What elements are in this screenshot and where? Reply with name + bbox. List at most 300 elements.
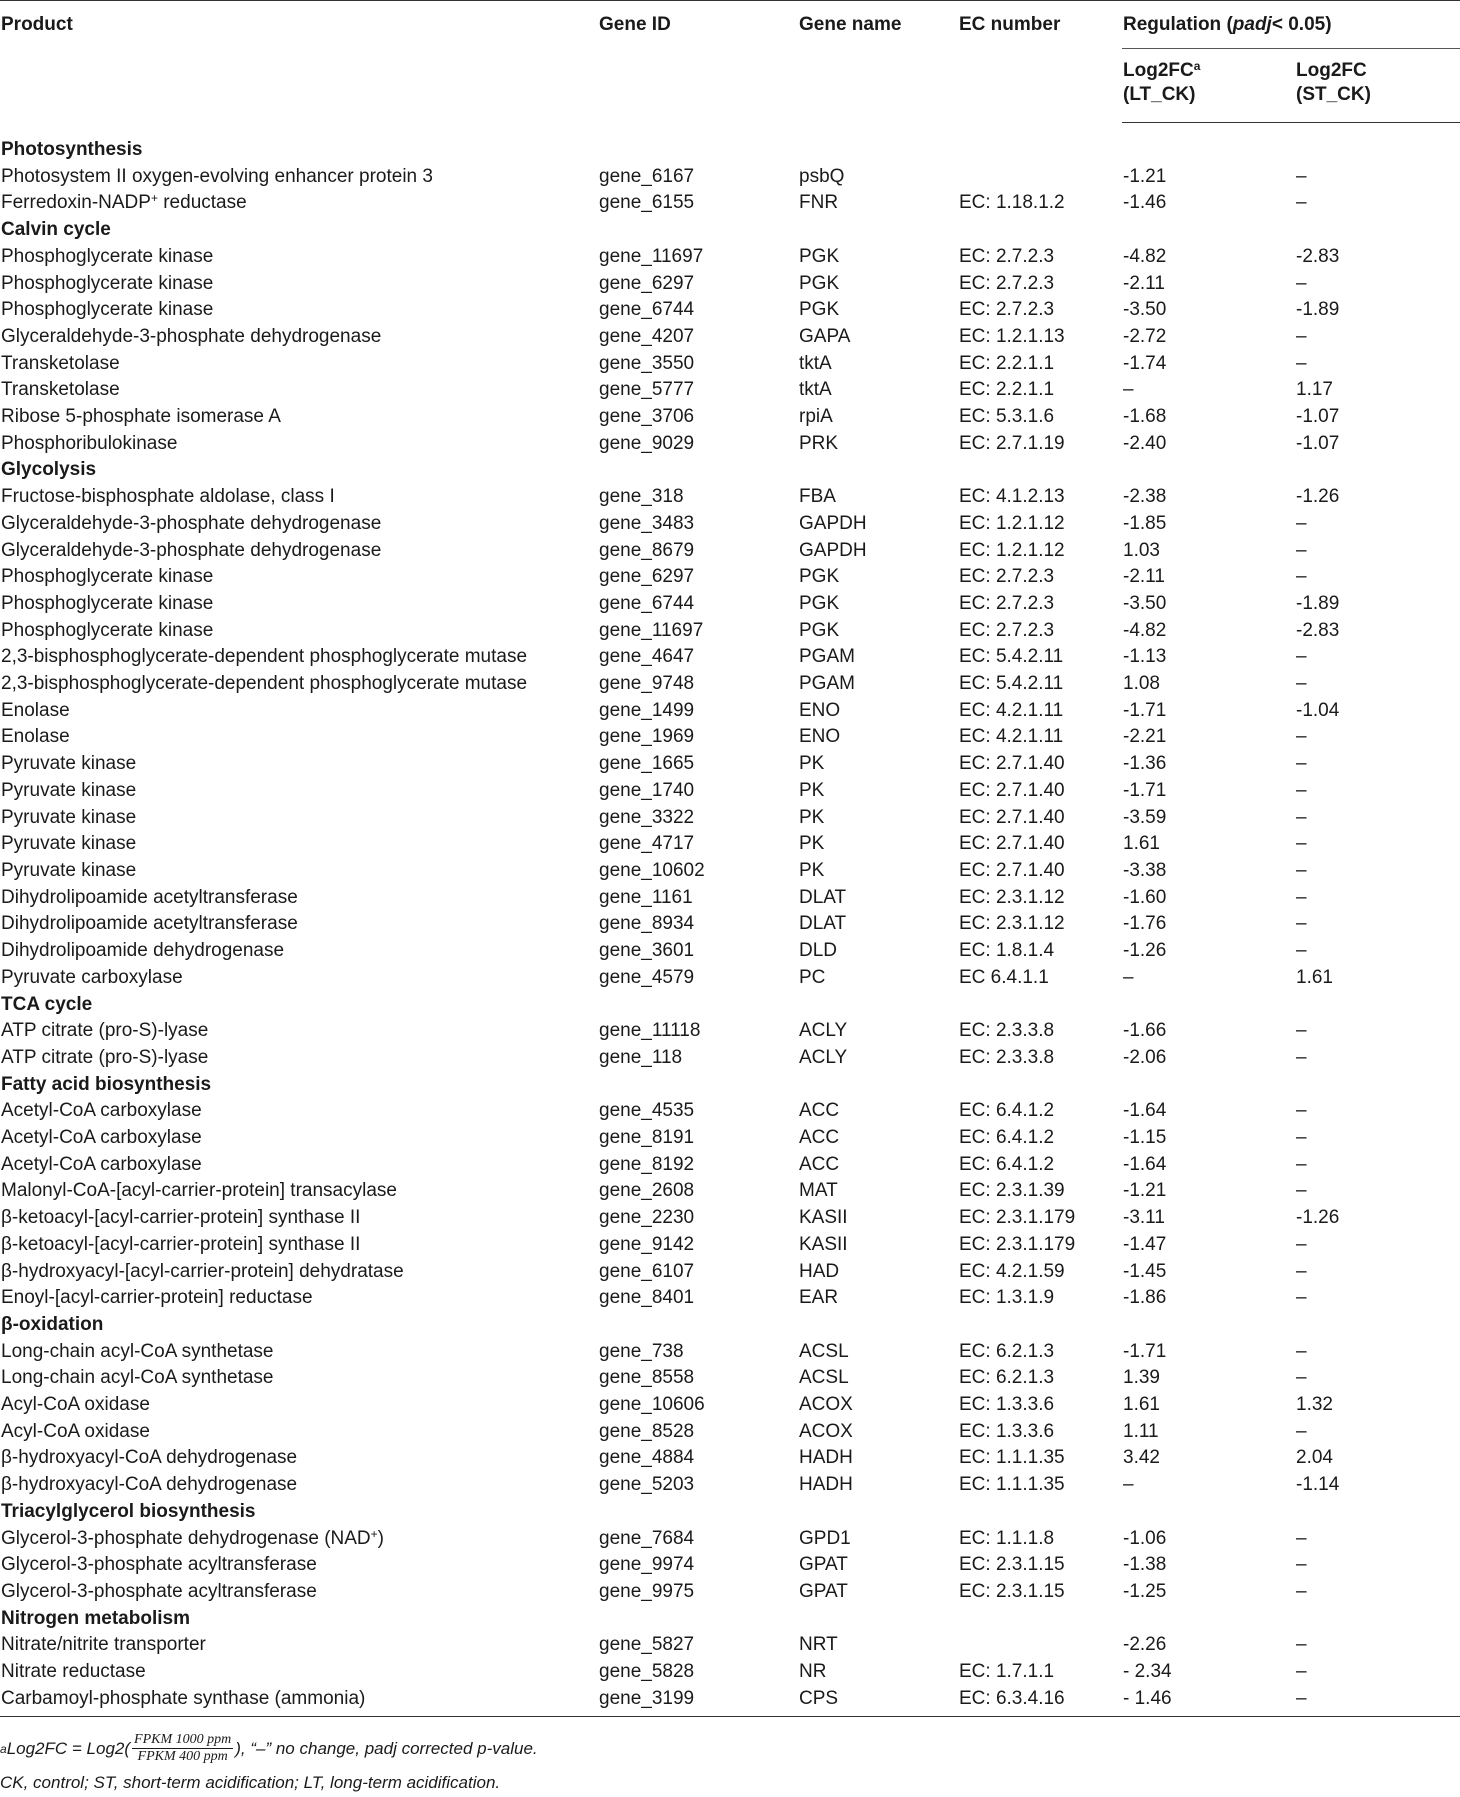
cell-log2fc-st: 2.04: [1296, 1447, 1333, 1469]
cell-gene-name: PK: [799, 806, 825, 828]
table-row: [0, 1178, 1460, 1205]
section-row: [0, 1312, 1460, 1339]
table-header: [0, 1, 1460, 123]
cell-gene-name: DLAT: [799, 913, 847, 935]
cell-gene-name: PGK: [799, 566, 840, 588]
product-text: Pyruvate kinase: [1, 753, 137, 775]
cell-gene-id: gene_11697: [599, 245, 704, 267]
cell-log2fc-lt: –: [1123, 379, 1134, 401]
product-text: β-hydroxyacyl-CoA dehydrogenase: [1, 1447, 298, 1469]
cell-log2fc-lt: 1.03: [1123, 539, 1160, 561]
cell-gene-id: gene_6167: [599, 165, 695, 187]
cell-gene-name: ENO: [799, 699, 841, 721]
product-text: Long-chain acyl-CoA synthetase: [1, 1367, 274, 1389]
cell-gene-id: gene_5828: [599, 1661, 695, 1683]
cell-log2fc-st: –: [1296, 1180, 1307, 1202]
cell-product: [0, 1686, 598, 1717]
cell-ec-number: EC: 2.7.2.3: [959, 619, 1055, 641]
product-text: Enoyl-[acyl-carrier-protein] reductase: [1, 1287, 313, 1309]
cell-ec-number: EC: 2.2.1.1: [959, 352, 1055, 374]
cell-log2fc-lt: -3.11: [1123, 1207, 1165, 1229]
cell-gene-id: gene_8679: [599, 539, 695, 561]
cell-log2fc-lt: -2.72: [1123, 325, 1167, 347]
cell-gene-id: gene_8528: [599, 1420, 695, 1442]
cell-gene-name: ACSL: [799, 1367, 849, 1389]
cell-log2fc-lt: -1.60: [1123, 886, 1167, 908]
cell-log2fc-st: -1.14: [1296, 1474, 1340, 1496]
cell-log2fc-lt: -2.40: [1123, 432, 1167, 454]
table-row: [0, 431, 1460, 458]
product-text: Phosphoglycerate kinase: [1, 299, 214, 321]
table-row: [0, 1392, 1460, 1419]
cell-gene-id: gene_1969: [599, 726, 695, 748]
product-sup: +: [370, 1526, 378, 1541]
cell-product: [0, 1205, 598, 1232]
cell-log2fc-lt: - 1.46: [1122, 1686, 1295, 1717]
cell-gene-name: ENO: [799, 726, 841, 748]
section-row: [0, 123, 1460, 164]
cell-log2fc-lt: -3.50: [1123, 299, 1167, 321]
cell-ec-number: EC: 2.7.2.3: [959, 272, 1055, 294]
header-lt-line1: Log2FC: [1123, 60, 1194, 81]
product-text: Phosphoglycerate kinase: [1, 566, 214, 588]
cell-product: [0, 911, 598, 938]
cell-gene-id: gene_6297: [599, 566, 695, 588]
cell-product: [0, 751, 598, 778]
table-row: [0, 911, 1460, 938]
cell-log2fc-lt: -1.86: [1123, 1287, 1167, 1309]
product-text: Glycerol-3-phosphate acyltransferase: [1, 1580, 317, 1602]
cell-log2fc-lt: -1.21: [1123, 165, 1167, 187]
header-gene-name: Gene name: [798, 1, 958, 123]
cell-gene-name: GAPDH: [799, 539, 867, 561]
cell-product: [0, 244, 598, 271]
cell-log2fc-st: –: [1296, 1661, 1307, 1683]
product-text: Acyl-CoA oxidase: [1, 1420, 150, 1442]
cell-product: [0, 484, 598, 511]
cell-log2fc-lt: -1.06: [1123, 1527, 1167, 1549]
cell-product: [0, 831, 598, 858]
cell-log2fc-st: -1.89: [1296, 592, 1340, 614]
cell-log2fc-st: –: [1296, 1340, 1307, 1362]
product-text: Long-chain acyl-CoA synthetase: [1, 1340, 274, 1362]
cell-ec-number: [958, 1632, 1122, 1659]
cell-gene-id: gene_3199: [598, 1686, 798, 1717]
cell-product: [0, 164, 598, 191]
cell-ec-number: EC: 1.1.1.35: [959, 1447, 1065, 1469]
cell-log2fc-st: –: [1296, 1634, 1307, 1656]
cell-log2fc-st: –: [1296, 192, 1307, 214]
product-text: β-hydroxyacyl-[acyl-carrier-protein] dehydratase: [1, 1260, 404, 1282]
cell-log2fc-st: –: [1296, 1020, 1307, 1042]
cell-log2fc-lt: -1.85: [1123, 512, 1167, 534]
table-row: [0, 858, 1460, 885]
cell-log2fc-lt: –: [1123, 1474, 1134, 1496]
cell-ec-number: EC: 2.3.3.8: [959, 1020, 1055, 1042]
cell-product: [0, 805, 598, 832]
cell-log2fc-lt: -3.50: [1123, 592, 1167, 614]
product-text: Malonyl-CoA-[acyl-carrier-protein] transacylase: [1, 1180, 397, 1202]
cell-ec-number: EC: 2.7.1.40: [959, 779, 1065, 801]
product-text: Enolase: [1, 726, 70, 748]
product-text: Transketolase: [1, 352, 120, 374]
section-title: Nitrogen metabolism: [1, 1607, 190, 1629]
cell-gene-id: gene_9975: [599, 1580, 695, 1602]
section-row: [0, 1499, 1460, 1526]
table-row: [0, 644, 1460, 671]
cell-ec-number: EC: 6.4.1.2: [959, 1100, 1055, 1122]
cell-log2fc-st: –: [1296, 1046, 1307, 1068]
cell-gene-name: ACLY: [799, 1046, 848, 1068]
cell-ec-number: EC: 4.1.2.13: [959, 486, 1065, 508]
table-row: [0, 831, 1460, 858]
product-text: Dihydrolipoamide acetyltransferase: [1, 886, 298, 908]
cell-product: [0, 324, 598, 351]
cell-ec-number: EC: 2.7.1.40: [959, 806, 1065, 828]
cell-product: [0, 377, 598, 404]
cell-product: [0, 1178, 598, 1205]
table-row: [0, 1632, 1460, 1659]
product-text: Phosphoribulokinase: [1, 432, 178, 454]
cell-gene-id: gene_4884: [599, 1447, 695, 1469]
cell-gene-name: PGK: [799, 619, 840, 641]
cell-log2fc-lt: -1.66: [1123, 1020, 1167, 1042]
cell-log2fc-st: –: [1295, 1686, 1460, 1717]
cell-ec-number: EC: 6.4.1.2: [959, 1153, 1055, 1175]
header-lt-sup: a: [1193, 59, 1201, 73]
cell-log2fc-lt: -2.21: [1123, 726, 1167, 748]
cell-ec-number: EC: 2.2.1.1: [959, 379, 1055, 401]
cell-log2fc-lt: -2.06: [1123, 1046, 1167, 1068]
cell-log2fc-st: –: [1296, 833, 1307, 855]
cell-gene-name: DLD: [799, 940, 838, 962]
cell-log2fc-lt: 1.61: [1123, 833, 1160, 855]
product-text: Phosphoglycerate kinase: [1, 272, 214, 294]
cell-gene-id: gene_3322: [599, 806, 695, 828]
cell-gene-id: gene_1740: [599, 779, 695, 801]
section-row: [0, 1072, 1460, 1099]
cell-gene-name: NRT: [799, 1634, 838, 1656]
table-row: [0, 351, 1460, 378]
cell-ec-number: EC: 1.8.1.4: [959, 940, 1055, 962]
product-text: Acyl-CoA oxidase: [1, 1394, 150, 1416]
cell-gene-name: tktA: [799, 379, 832, 401]
cell-gene-id: gene_7684: [599, 1527, 695, 1549]
cell-product: [0, 1632, 598, 1659]
cell-log2fc-lt: -1.76: [1123, 913, 1167, 935]
footnote-fraction-numerator: FPKM 1000 ppm: [134, 1732, 232, 1747]
product-text: Carbamoyl-phosphate synthase (ammonia): [1, 1687, 366, 1709]
cell-log2fc-st: –: [1296, 806, 1307, 828]
cell-gene-name: GAPA: [799, 325, 851, 347]
table-row: [0, 778, 1460, 805]
cell-log2fc-st: –: [1296, 1153, 1307, 1175]
cell-gene-name: PGK: [799, 245, 840, 267]
table-row: [0, 1686, 1460, 1717]
header-lt-line2: (LT_CK): [1123, 84, 1196, 105]
table-row: [0, 324, 1460, 351]
cell-log2fc-st: -1.07: [1296, 406, 1340, 428]
product-text: Glyceraldehyde-3-phosphate dehydrogenase: [1, 539, 382, 561]
cell-log2fc-lt: -1.71: [1123, 1340, 1167, 1362]
table-row: [0, 538, 1460, 565]
cell-gene-id: gene_9974: [599, 1554, 695, 1576]
cell-gene-id: gene_6297: [599, 272, 695, 294]
header-gene-id: Gene ID: [598, 1, 798, 123]
table-row: [0, 591, 1460, 618]
table-row: [0, 1285, 1460, 1312]
header-st-line2: (ST_CK): [1296, 84, 1371, 105]
table-row: [0, 244, 1460, 271]
cell-product: [0, 1285, 598, 1312]
product-text: Phosphoglycerate kinase: [1, 619, 214, 641]
product-text: Ferredoxin-NADP: [1, 192, 151, 214]
cell-log2fc-st: –: [1296, 859, 1307, 881]
cell-log2fc-st: –: [1296, 940, 1307, 962]
cell-ec-number: EC: 2.7.2.3: [959, 592, 1055, 614]
cell-gene-name: HADH: [799, 1447, 853, 1469]
cell-log2fc-lt: -1.46: [1123, 192, 1167, 214]
cell-gene-name: GAPDH: [799, 512, 867, 534]
cell-log2fc-lt: -1.71: [1123, 699, 1167, 721]
cell-product: [0, 1392, 598, 1419]
cell-gene-id: gene_10606: [599, 1394, 705, 1416]
cell-gene-name: MAT: [799, 1180, 838, 1202]
product-text: Pyruvate kinase: [1, 859, 137, 881]
cell-product: [0, 1232, 598, 1259]
cell-gene-name: PGK: [799, 299, 840, 321]
cell-log2fc-st: –: [1296, 165, 1307, 187]
cell-gene-id: gene_738: [599, 1340, 684, 1362]
table-row: [0, 1259, 1460, 1286]
product-text: β-ketoacyl-[acyl-carrier-protein] synthase II: [1, 1207, 361, 1229]
product-text: Phosphoglycerate kinase: [1, 245, 214, 267]
section-row: [0, 217, 1460, 244]
cell-ec-number: EC 6.4.1.1: [959, 966, 1049, 988]
cell-gene-name: CPS: [798, 1686, 958, 1717]
table-row: [0, 164, 1460, 191]
cell-log2fc-lt: -1.25: [1123, 1580, 1167, 1602]
table-row: [0, 1659, 1460, 1686]
cell-gene-id: gene_4579: [599, 966, 695, 988]
cell-log2fc-st: –: [1296, 886, 1307, 908]
cell-gene-id: gene_11697: [599, 619, 704, 641]
cell-log2fc-st: –: [1296, 325, 1307, 347]
cell-product: [0, 1419, 598, 1446]
table-row: [0, 1472, 1460, 1499]
cell-gene-id: gene_8192: [599, 1153, 695, 1175]
cell-log2fc-st: –: [1296, 1260, 1307, 1282]
cell-ec-number: EC: 4.2.1.59: [959, 1260, 1065, 1282]
cell-gene-id: gene_5777: [599, 379, 695, 401]
product-text: Enolase: [1, 699, 70, 721]
cell-gene-name: GPAT: [799, 1580, 848, 1602]
cell-product: [0, 1659, 598, 1686]
table-row: [0, 938, 1460, 965]
cell-log2fc-lt: -1.38: [1123, 1554, 1167, 1576]
product-text: Dihydrolipoamide dehydrogenase: [1, 940, 285, 962]
cell-log2fc-lt: -1.26: [1123, 940, 1167, 962]
cell-log2fc-lt: -2.11: [1123, 272, 1165, 294]
table-row: [0, 1018, 1460, 1045]
cell-product: [0, 965, 598, 992]
cell-gene-name: PK: [799, 753, 825, 775]
cell-log2fc-st: -2.83: [1296, 619, 1340, 641]
cell-log2fc-st: 1.32: [1296, 1394, 1333, 1416]
cell-product: [0, 1152, 598, 1179]
cell-gene-id: gene_2230: [599, 1207, 695, 1229]
cell-log2fc-st: -1.26: [1296, 1207, 1340, 1229]
cell-log2fc-st: –: [1296, 913, 1307, 935]
cell-gene-id: gene_9748: [599, 673, 695, 695]
cell-gene-name: PGAM: [799, 673, 855, 695]
cell-product: [0, 698, 598, 725]
table-row: [0, 377, 1460, 404]
cell-ec-number: EC: 1.2.1.13: [959, 325, 1065, 347]
header-regulation-prefix: Regulation (: [1123, 14, 1233, 35]
cell-product: [0, 1445, 598, 1472]
cell-product: [0, 858, 598, 885]
cell-log2fc-lt: –: [1123, 966, 1134, 988]
cell-log2fc-st: –: [1296, 272, 1307, 294]
cell-gene-id: gene_118: [599, 1046, 683, 1068]
cell-log2fc-lt: 1.61: [1123, 1394, 1160, 1416]
cell-gene-id: gene_6744: [599, 592, 695, 614]
cell-log2fc-lt: -1.13: [1123, 646, 1167, 668]
cell-ec-number: EC: 2.7.2.3: [959, 245, 1055, 267]
cell-ec-number: EC: 2.7.1.40: [959, 753, 1065, 775]
section-title: β-oxidation: [1, 1313, 104, 1335]
cell-gene-id: gene_8934: [599, 913, 695, 935]
cell-log2fc-st: –: [1296, 646, 1307, 668]
cell-product: [0, 1259, 598, 1286]
cell-product: [0, 644, 598, 671]
cell-gene-id: gene_3706: [599, 406, 695, 428]
cell-gene-name: ACOX: [799, 1394, 853, 1416]
cell-gene-id: gene_1161: [599, 886, 693, 908]
cell-gene-id: gene_318: [599, 486, 684, 508]
product-text: Ribose 5-phosphate isomerase A: [1, 406, 281, 428]
header-regulation: [1122, 1, 1460, 49]
product-text: Pyruvate kinase: [1, 806, 137, 828]
cell-log2fc-st: –: [1296, 1527, 1307, 1549]
section-title: TCA cycle: [1, 993, 93, 1015]
cell-gene-id: gene_4535: [599, 1100, 695, 1122]
cell-ec-number: EC: 2.3.1.179: [959, 1233, 1076, 1255]
header-product: Product: [0, 1, 598, 123]
product-text: Glyceraldehyde-3-phosphate dehydrogenase: [1, 512, 382, 534]
table-row: [0, 1152, 1460, 1179]
product-text: ATP citrate (pro-S)-lyase: [1, 1020, 209, 1042]
footnote-fraction: [132, 1732, 233, 1765]
table-row: [0, 484, 1460, 511]
cell-log2fc-st: 1.17: [1296, 379, 1333, 401]
product-text: Acetyl-CoA carboxylase: [1, 1127, 202, 1149]
cell-ec-number: EC: 1.3.3.6: [959, 1394, 1055, 1416]
product-text: Acetyl-CoA carboxylase: [1, 1100, 202, 1122]
product-text-after: ): [377, 1527, 384, 1549]
cell-log2fc-st: -1.89: [1296, 299, 1340, 321]
cell-log2fc-st: –: [1296, 1554, 1307, 1576]
table-row: [0, 1445, 1460, 1472]
cell-log2fc-st: -1.07: [1296, 432, 1340, 454]
product-text: β-hydroxyacyl-CoA dehydrogenase: [1, 1474, 298, 1496]
cell-log2fc-lt: - 2.34: [1123, 1661, 1172, 1683]
product-text: Pyruvate kinase: [1, 833, 137, 855]
cell-ec-number: EC: 6.2.1.3: [959, 1367, 1055, 1389]
cell-gene-id: gene_2608: [599, 1180, 695, 1202]
cell-gene-name: FNR: [799, 192, 839, 214]
cell-ec-number: EC: 5.3.1.6: [959, 406, 1055, 428]
table-row: [0, 271, 1460, 298]
cell-gene-id: gene_4207: [599, 325, 695, 347]
product-text: Phosphoglycerate kinase: [1, 592, 214, 614]
cell-ec-number: EC: 2.3.1.15: [959, 1580, 1065, 1602]
cell-log2fc-st: –: [1296, 753, 1307, 775]
table-row: [0, 885, 1460, 912]
cell-gene-id: gene_8191: [599, 1127, 695, 1149]
cell-log2fc-lt: 1.39: [1123, 1367, 1160, 1389]
product-text-after: reductase: [157, 192, 247, 214]
table-row: [0, 671, 1460, 698]
table-row: [0, 1579, 1460, 1606]
cell-log2fc-lt: -1.21: [1123, 1180, 1167, 1202]
cell-ec-number: EC: 2.3.3.8: [959, 1046, 1055, 1068]
cell-log2fc-lt: -1.36: [1123, 753, 1167, 775]
cell-log2fc-lt: -1.68: [1123, 406, 1167, 428]
product-text: Fructose-bisphosphate aldolase, class I: [1, 486, 335, 508]
footnote-formula-lead: Log2FC = Log2(: [6, 1738, 131, 1758]
cell-product: [0, 351, 598, 378]
cell-product: [0, 1526, 598, 1553]
table-row: [0, 1045, 1460, 1072]
cell-ec-number: EC: 1.2.1.12: [959, 512, 1065, 534]
cell-ec-number: EC: 1.7.1.1: [959, 1661, 1055, 1683]
cell-log2fc-lt: -1.47: [1123, 1233, 1167, 1255]
cell-ec-number: EC: 1.18.1.2: [959, 192, 1065, 214]
cell-log2fc-st: 1.61: [1296, 966, 1333, 988]
cell-product: [0, 938, 598, 965]
cell-ec-number: EC: 1.2.1.12: [959, 539, 1065, 561]
cell-log2fc-lt: -3.59: [1123, 806, 1167, 828]
product-text: Glyceraldehyde-3-phosphate dehydrogenase: [1, 325, 382, 347]
table-row: [0, 618, 1460, 645]
cell-ec-number: EC: 2.3.1.39: [959, 1180, 1065, 1202]
cell-ec-number: EC: 1.1.1.8: [959, 1527, 1055, 1549]
cell-log2fc-lt: -2.38: [1123, 486, 1167, 508]
cell-log2fc-st: –: [1296, 352, 1307, 374]
header-regulation-suffix: < 0.05): [1271, 14, 1332, 35]
cell-log2fc-st: –: [1296, 1127, 1307, 1149]
cell-gene-name: PRK: [799, 432, 839, 454]
cell-product: [0, 1339, 598, 1366]
cell-ec-number: EC: 4.2.1.11: [959, 726, 1064, 748]
cell-product: [0, 1018, 598, 1045]
table-row: [0, 1205, 1460, 1232]
cell-log2fc-st: –: [1296, 673, 1307, 695]
cell-log2fc-lt: -1.64: [1123, 1100, 1167, 1122]
cell-gene-name: ACSL: [799, 1340, 849, 1362]
cell-log2fc-lt: -1.64: [1123, 1153, 1167, 1175]
cell-product: [0, 1365, 598, 1392]
cell-product: [0, 671, 598, 698]
cell-ec-number: EC: 2.3.1.12: [959, 913, 1065, 935]
section-row: [0, 992, 1460, 1019]
table-row: [0, 805, 1460, 832]
cell-log2fc-lt: -1.74: [1123, 352, 1167, 374]
cell-gene-id: gene_8401: [599, 1287, 695, 1309]
cell-log2fc-st: –: [1296, 539, 1307, 561]
